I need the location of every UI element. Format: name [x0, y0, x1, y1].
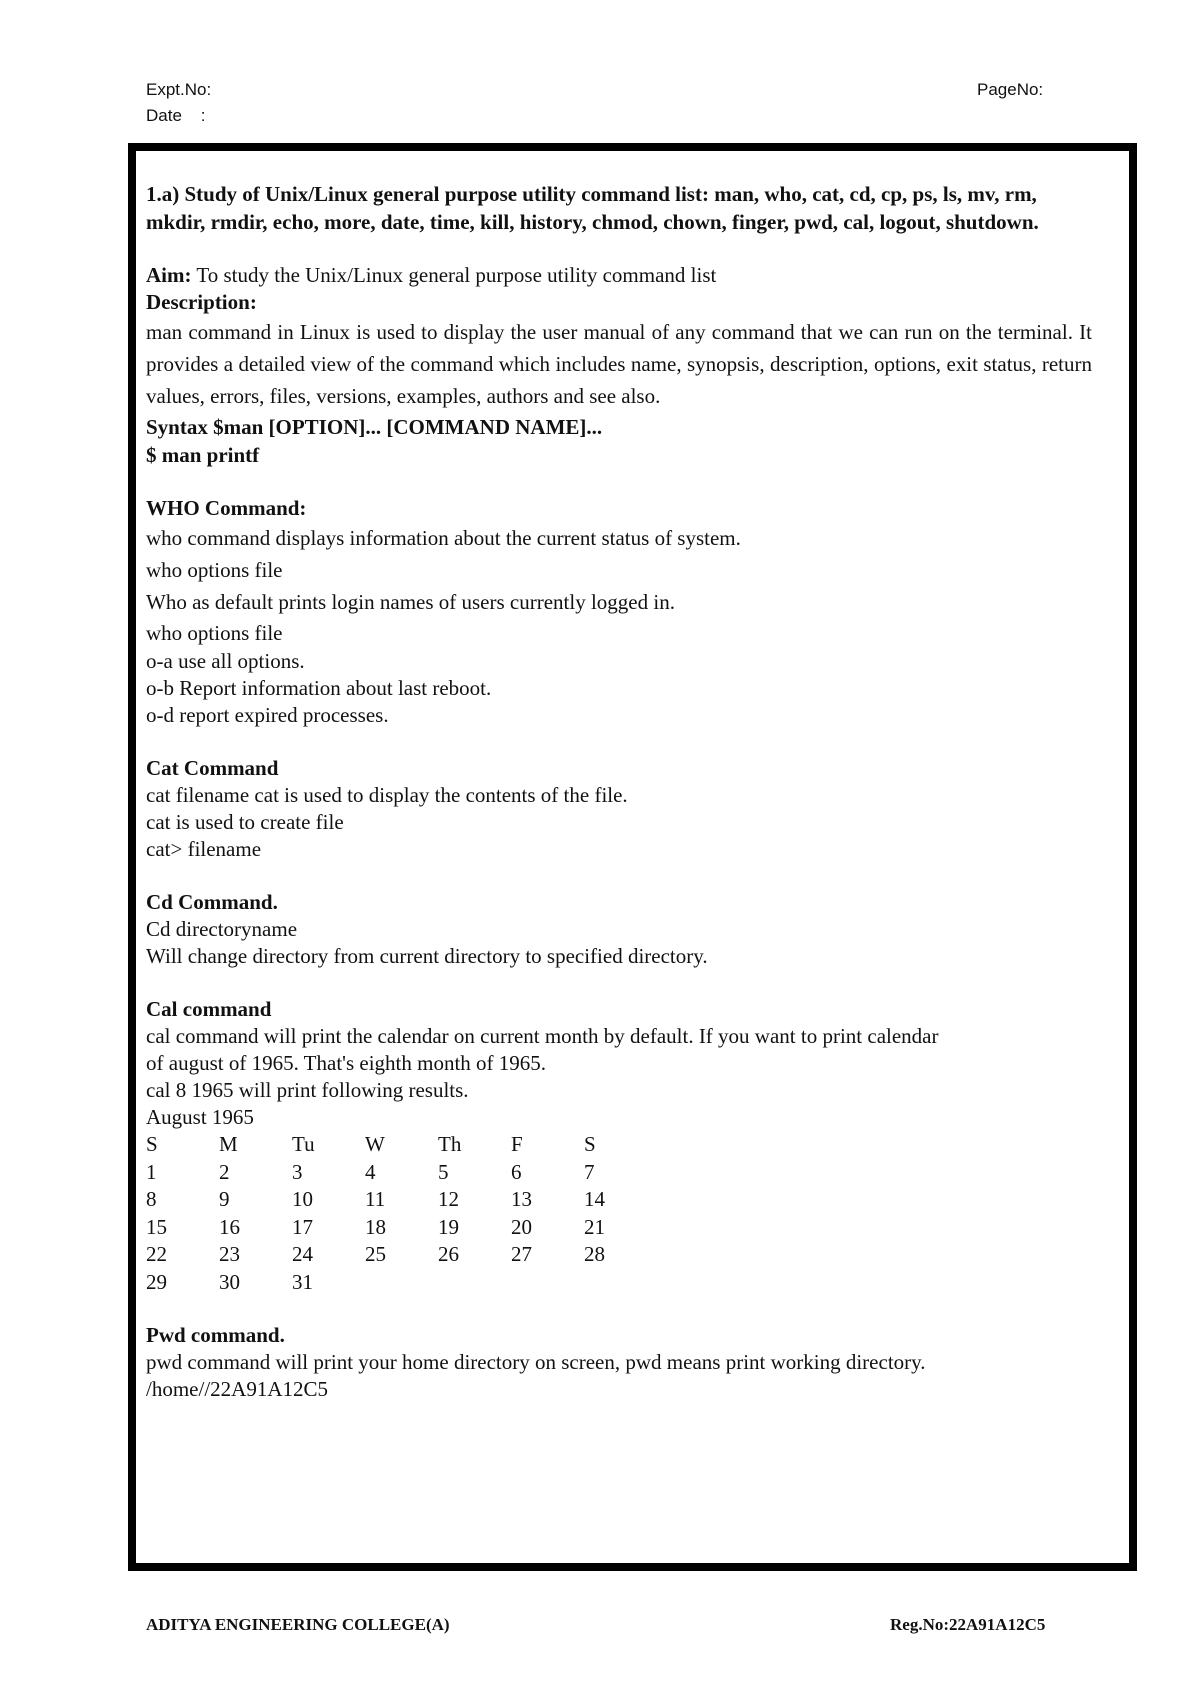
who-line-1: who command displays information about the current status of system. — [146, 526, 741, 550]
cal-date-cell — [511, 1269, 584, 1297]
cat-line-1: cat filename cat is used to display the contents of the file. — [146, 783, 628, 807]
cal-date-cell: 31 — [292, 1269, 313, 1294]
cal-date-cell: 12 — [438, 1187, 459, 1211]
cal-date-cell — [584, 1269, 657, 1297]
who-line-2: who options file — [146, 558, 283, 582]
college-name: ADITYA ENGINEERING COLLEGE(A) — [146, 1615, 450, 1634]
cal-date-cell: 20 — [511, 1214, 532, 1239]
cal-date-cell: 9 — [219, 1187, 230, 1211]
cal-date-cell: 6 — [511, 1159, 522, 1184]
cal-date-cell: 13 — [511, 1187, 532, 1211]
cal-day-header: M — [219, 1132, 238, 1156]
cal-date-cell: 10 — [292, 1187, 313, 1211]
cal-date-cell: 4 — [365, 1159, 376, 1184]
cal-day-header: S — [584, 1132, 596, 1156]
cal-day-header: Tu — [292, 1132, 315, 1156]
pwd-heading: Pwd command. — [146, 1323, 285, 1347]
cal-day-header: Th — [438, 1132, 462, 1156]
date-label: Date : — [146, 106, 206, 125]
cal-date-cell: 7 — [584, 1159, 595, 1184]
expt-no-label: Expt.No: — [146, 80, 212, 99]
cal-date-cell: 17 — [292, 1214, 313, 1239]
aim-line — [146, 262, 1092, 289]
cal-date-cell: 25 — [365, 1242, 386, 1266]
page-no-label: PageNo: — [977, 80, 1044, 99]
cal-day-header: W — [365, 1132, 385, 1156]
cal-date-cell: 14 — [584, 1187, 605, 1211]
cal-line-3: cal 8 1965 will print following results. — [146, 1078, 469, 1102]
cal-day-header: S — [146, 1132, 158, 1156]
man-syntax: Syntax $man [OPTION]... [COMMAND NAME]... — [146, 415, 603, 439]
who-heading: WHO Command: — [146, 496, 307, 520]
cal-heading: Cal command — [146, 997, 272, 1021]
cal-date-cell: 2 — [219, 1159, 230, 1184]
cal-date-cell: 5 — [438, 1159, 449, 1184]
cal-date-cell: 1 — [146, 1159, 157, 1184]
cal-date-cell: 24 — [292, 1242, 313, 1266]
who-option-b: o-b Report information about last reboot. — [146, 676, 492, 700]
who-line-4: who options file — [146, 621, 283, 645]
cal-line-2: of august of 1965. That's eighth month of 1965. — [146, 1051, 547, 1075]
description-label: Description: — [146, 290, 257, 314]
who-line-3: Who as default prints login names of users currently logged in. — [146, 590, 675, 614]
cd-line-2: Will change directory from current directory to specified directory. — [146, 944, 708, 968]
cal-date-cell: 18 — [365, 1214, 386, 1239]
cal-date-cell: 15 — [146, 1214, 167, 1239]
cal-date-cell: 29 — [146, 1269, 167, 1294]
experiment-title: 1.a) Study of Unix/Linux general purpose utility command list: man, who, cat, cd, cp, ps, ls, mv, rm, mkdir, rmdir, echo, more, date, time, kill, history, chmod, chown, finger, pwd, cal, logout, shutdown. — [146, 182, 1039, 234]
cal-date-cell: 30 — [219, 1269, 240, 1294]
cal-date-cell: 21 — [584, 1214, 605, 1239]
cal-date-cell: 23 — [219, 1242, 240, 1266]
pwd-line-2: /home//22A91A12C5 — [146, 1377, 328, 1401]
calendar-grid — [146, 1131, 1092, 1296]
man-example: $ man printf — [146, 443, 260, 467]
cat-line-2: cat is used to create file — [146, 810, 344, 834]
cd-heading: Cd Command. — [146, 890, 278, 914]
cal-date-cell: 27 — [511, 1242, 532, 1266]
cal-day-header: F — [511, 1132, 523, 1156]
man-description: man command in Linux is used to display the user manual of any command that we can run on the terminal. It provides a detailed view of the command which includes name, synopsis, description, options, exit status, return values, errors, files, versions, examples, authors and see also. — [146, 320, 1092, 408]
cal-line-1: cal command will print the calendar on current month by default. If you want to print calendar — [146, 1024, 939, 1048]
who-option-d: o-d report expired processes. — [146, 703, 389, 727]
cat-line-3: cat> filename — [146, 837, 262, 861]
cal-date-cell: 3 — [292, 1159, 303, 1184]
cal-date-cell: 28 — [584, 1242, 605, 1266]
cat-heading: Cat Command — [146, 756, 279, 780]
cal-date-cell: 26 — [438, 1242, 459, 1266]
cal-month-title: August 1965 — [146, 1105, 254, 1129]
document-body — [146, 180, 1092, 1403]
cal-date-cell: 19 — [438, 1214, 459, 1239]
cal-date-cell — [365, 1269, 438, 1297]
cd-line-1: Cd directoryname — [146, 917, 298, 941]
pwd-line-1: pwd command will print your home directory on screen, pwd means print working directory. — [146, 1350, 926, 1374]
who-option-a: o-a use all options. — [146, 649, 305, 673]
cal-date-cell: 11 — [365, 1187, 386, 1211]
aim-label: Aim: — [146, 263, 192, 287]
cal-date-cell: 22 — [146, 1242, 167, 1266]
cal-date-cell: 8 — [146, 1187, 157, 1211]
reg-no: Reg.No:22A91A12C5 — [890, 1615, 1046, 1634]
cal-date-cell — [438, 1269, 511, 1297]
aim-text: To study the Unix/Linux general purpose utility command list — [191, 263, 717, 287]
cal-date-cell: 16 — [219, 1214, 240, 1239]
